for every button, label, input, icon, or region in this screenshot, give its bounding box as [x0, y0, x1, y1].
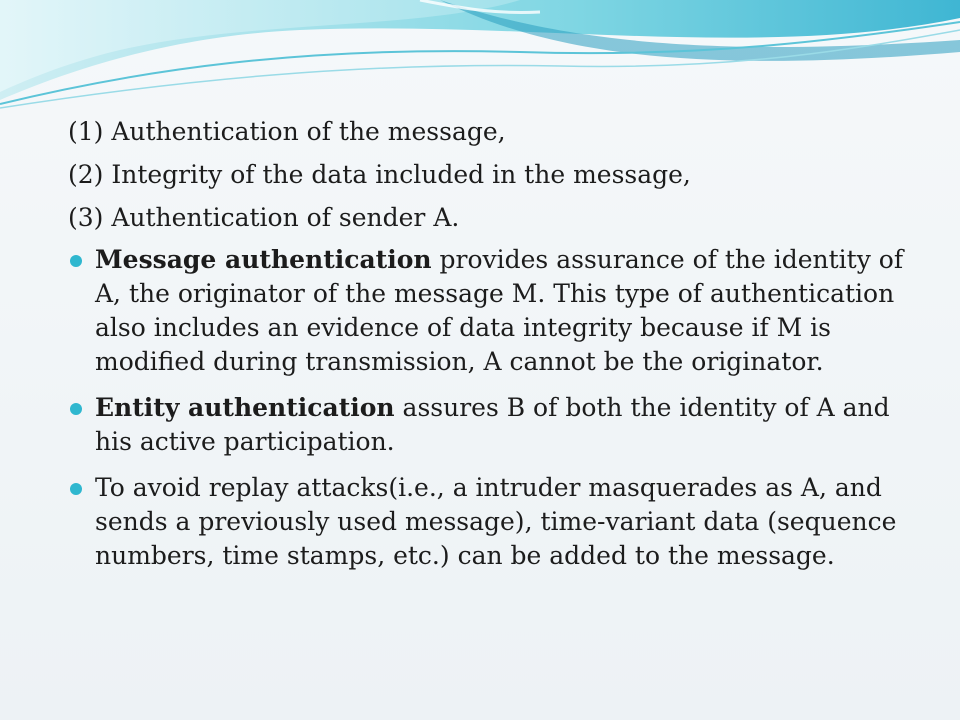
numbered-item-2: (2) Integrity of the data included in the message,	[68, 160, 691, 189]
bullet-message-authentication	[68, 243, 918, 379]
bullet-bold-term: Entity authentication	[95, 393, 395, 422]
bullet-replay-attacks	[68, 471, 918, 573]
bullet-text: provides assurance of the identity of A, the originator of the message M. This type of authentication also includes an evidence of data integrity because if M is modified during transmission, A cannot be the originator.	[95, 245, 904, 376]
bullet-dot-icon	[70, 255, 82, 267]
numbered-item-3: (3) Authentication of sender A.	[68, 203, 460, 232]
header-wave-decoration	[0, 0, 960, 120]
bullet-bold-term: Message authentication	[95, 245, 432, 274]
numbered-item-1: (1) Authentication of the message,	[68, 117, 506, 146]
bullet-entity-authentication	[68, 391, 918, 459]
bullet-dot-icon	[70, 483, 82, 495]
bullet-text: assures B of both the identity of A and his active participation.	[95, 393, 890, 456]
slide-body	[68, 114, 918, 585]
bullet-list	[68, 243, 918, 573]
bullet-text: To avoid replay attacks(i.e., a intruder masquerades as A, and sends a previously used message), time-variant data (sequence numbers, time stamps, etc.) can be added to the message.	[95, 473, 897, 570]
bullet-dot-icon	[70, 403, 82, 415]
